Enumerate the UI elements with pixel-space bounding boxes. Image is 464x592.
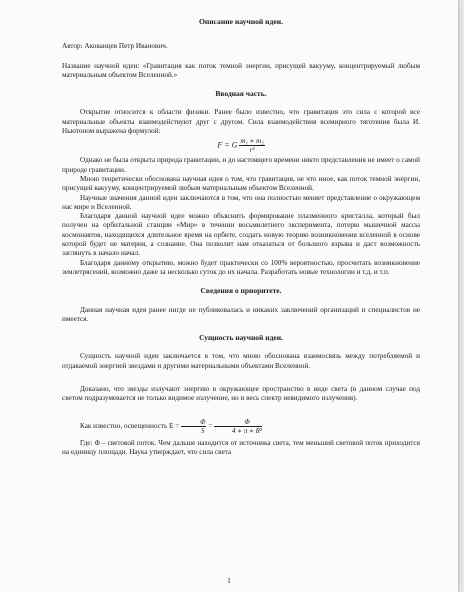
author-line: Автор: Акованцев Петр Иванович. xyxy=(62,42,168,51)
page-number: 1 xyxy=(227,576,231,585)
essence-paragraph-3: Где: Φ – световой поток. Чем дальше находится от источника света, тем меньший световой поток приходится на единицу площади. Наука утверждает, что сила света xyxy=(62,438,420,456)
document-title: Описание научной идеи. xyxy=(198,17,284,26)
formula-denominator: r² xyxy=(249,146,255,155)
illuminance-prefix: Как известно, освещенность E = xyxy=(80,421,180,430)
formula-fraction xyxy=(239,137,264,154)
illuminance-denominator-1: S xyxy=(201,426,205,435)
document-content xyxy=(62,17,420,457)
illuminance-equals: = xyxy=(208,421,213,430)
priority-heading: Сведения о приоритете. xyxy=(200,286,282,296)
illuminance-numerator-1: Φ xyxy=(181,418,206,427)
intro-paragraph-4: Научные значения данной идеи заключаются в том, что она полностью меняет представление о окружающем нас мире и Вселенной. xyxy=(62,193,420,211)
intro-paragraph-2: Однако не была открыта природа гравитации, и до настоящего времени никто представления не имеет о самой природе гравитации. xyxy=(62,156,421,174)
illuminance-fraction-2 xyxy=(214,418,262,435)
intro-paragraph-3: Мною теоретически обоснована научная идея о том, что гравитация, не что иное, как поток темной энергии, присущей вакууму, концентрируемой любым материальным объектом Вселенной. xyxy=(62,174,420,193)
essence-paragraph-2: Доказано, что звезды излучают энергию в окружающее пространство в виде света (в данном случае под светом подразумевается не только видимое излучение, но и весь спектр невидимого излучения). xyxy=(62,385,420,403)
essence-heading: Сущность научной идеи. xyxy=(199,333,283,343)
formula-numerator: m₁ ∗ m₂ xyxy=(240,137,264,146)
essence-paragraph-1: Сущность научной идеи заключается в том, что мною обоснована взаимосвязь между потребляемой и отдаваемой энергией звездами и другими материальными объектами Вселенной. xyxy=(62,352,420,370)
formula-lhs: F = G xyxy=(217,140,238,150)
intro-paragraph-6: Благодаря данному открытию, можно будет практически со 100% вероятностью, просчитать возникновение землетрясений, возможно даже за несколько суток до их начала. Разработать новые технологии и т.д. и т.п. xyxy=(62,258,420,276)
idea-name: Название научной идеи: «Гравитация как поток темной энергии, присущей вакууму, концентрируемый любым материальным объектом Вселенной.» xyxy=(62,61,420,79)
illuminance-formula xyxy=(62,418,420,435)
priority-paragraph: Данная научная идея ранее нигде не публиковалась и никаких заключений организаций и специалистов не имеется. xyxy=(62,305,420,323)
newton-formula xyxy=(62,137,420,154)
intro-paragraph-1: Открытие относится к области физики. Ранее было известно, что гравитация это сила с которой все материальные объекты взаимодействуют друг с другом. Сила взаимодействия всемирного тяготения была И. Ньютоном выражена формулой: xyxy=(62,108,420,136)
intro-heading: Вводная часть. xyxy=(215,89,267,99)
intro-paragraph-5: Благодаря данной научной идее можно объяснить формирование плазменного кристалла, который был получен на орбитальной станции «Мир» в течении восьмилетнего эксперимента, потерю мышечной массы космонавтов, находящихся длительное время на орбите, создать новую теорию возникновения вселенной в основе которой будет не материя, а сознание. Она позволит нам отказаться от большого взрыва и даст возможность заглянуть в начало начал. xyxy=(62,212,420,258)
illuminance-numerator-2: Φ xyxy=(214,418,262,427)
illuminance-fraction-1 xyxy=(181,418,206,435)
illuminance-denominator-2: 4 ∗ π ∗ R² xyxy=(232,426,262,435)
